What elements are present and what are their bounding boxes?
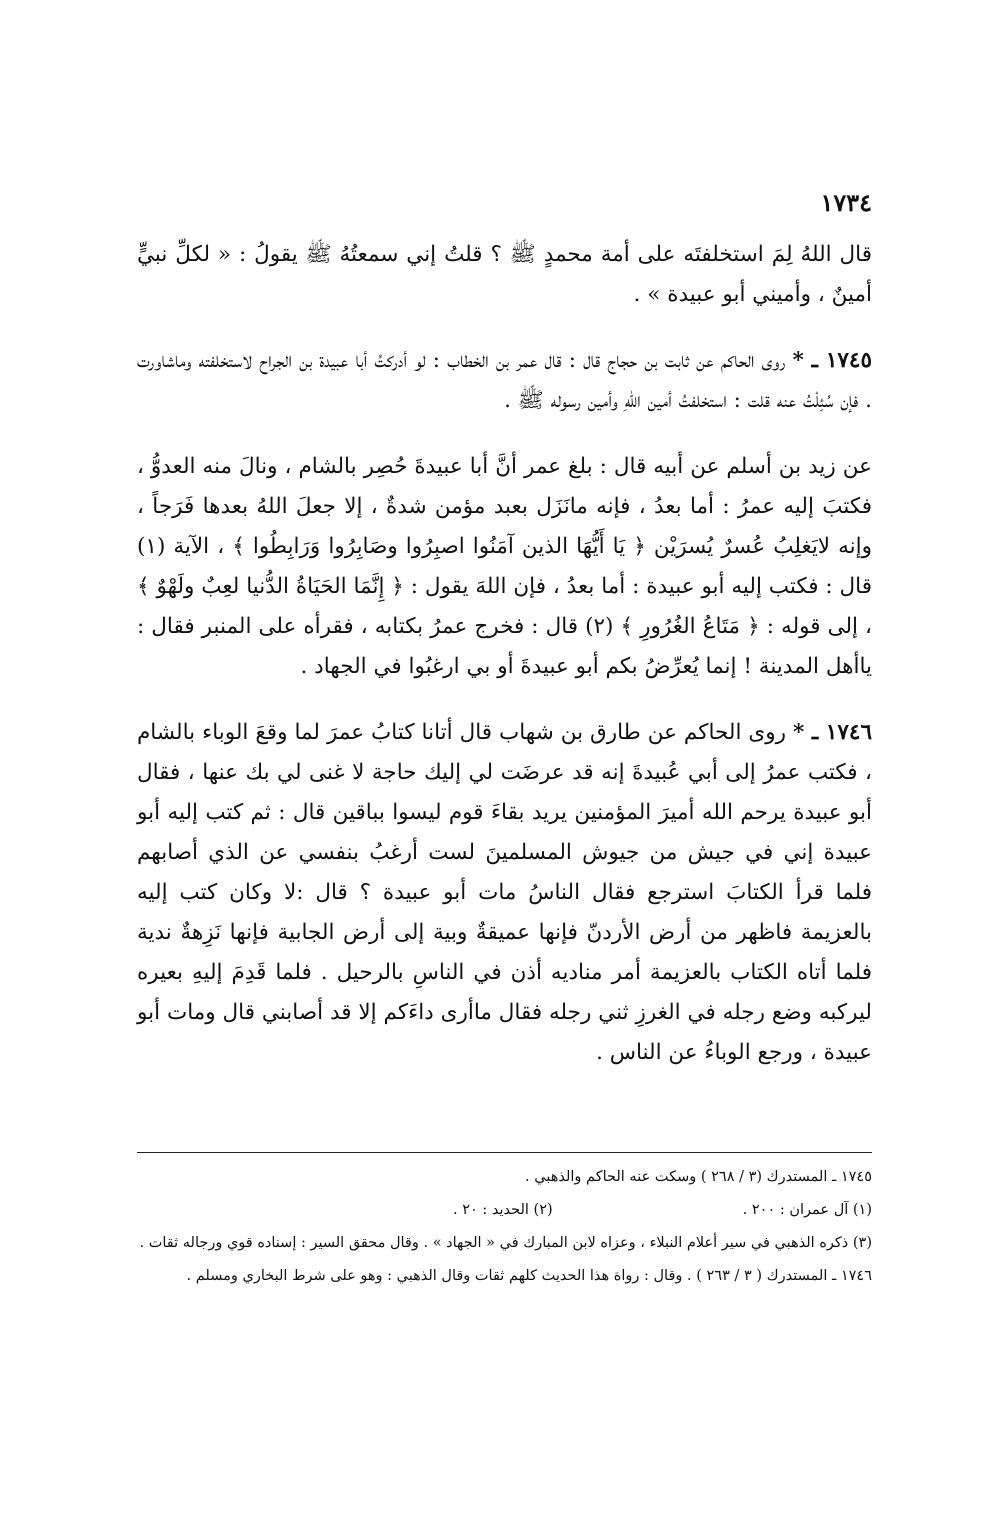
paragraph-zaid bbox=[137, 447, 872, 687]
footnote-row bbox=[137, 1197, 872, 1230]
paragraph-continuation bbox=[137, 235, 872, 315]
hadith-number: ١٧٤٦ ـ * bbox=[792, 720, 872, 745]
footnote-3: (٣) ذكره الذهبي في سير أعلام النبلاء ، وعزاه لابن المبارك في « الجهاد » . وقال محقق السير : إسناده قوي ورجاله ثقات . bbox=[139, 1235, 872, 1251]
footnote-1: (١) آل عمران : ٢٠٠ . bbox=[742, 1202, 872, 1218]
paragraph-text: قال اللهُ لِمَ استخلفتَه على أمة محمدٍ ﷺ ؟ قلتُ إني سمعتُهُ ﷺ يقولُ : « لكلِّ نبيٍّ أمينٌ ، وأميني أبو عبيدة » . bbox=[137, 242, 872, 307]
main-text bbox=[137, 235, 872, 1099]
page-number: ١٧٣٤ bbox=[820, 188, 872, 217]
paragraph-text: روى الحاكم عن طارق بن شهاب قال أتانا كتابُ عمرَ لما وقعَ الوباء بالشام ، فكتب عمرُ إلى أبي عُبيدةَ إنه قد عرضَت لي إليك حاجة لا غنى لي بك عنها ، فقال أبو عبيدة يرحم الله أميرَ المؤمنين يريد بقاءَ قوم ليسوا بباقين قال : ثم كتب إليه أبو عبيدة إني في جيش من جيوش المسلمينَ لست أرغبُ بنفسي عن الذي أصابهم فلما قرأ الكتابَ استرجع فقال الناسُ مات أبو عبيدة ؟ قال :لا وكان كتب إليه بالعزيمة فاظهر من أرض الأردنّ فإنها عميقةٌ وبية إلى أرض الجابية فإنها نَزِهةٌ ندية فلما أتاه الكتاب بالعزيمة أمر مناديه أذن في الناسِ بالرحيل . فلما قَدِمَ إليهِ بعيره ليركبه وضع رجله في الغرزِ ثني رجله فقال ماأرى داءَكم إلا قد أصابني قال ومات أبو عبيدة ، ورجع الوباءُ عن الناس . bbox=[137, 720, 872, 1065]
footnote-1745: ١٧٤٥ ـ المستدرك (٣ / ٢٦٨ ) وسكت عنه الحاكم والذهبي . bbox=[525, 1169, 872, 1185]
paragraph-1746 bbox=[137, 713, 872, 1073]
footnote-1746: ١٧٤٦ ـ المستدرك ( ٣ / ٢٦٣ ) . وقال : رواة هذا الحديث كلهم ثقات وقال الذهبي : وهو على شرط البخاري ومسلم . bbox=[186, 1268, 872, 1284]
footnotes bbox=[137, 1164, 872, 1296]
hadith-number: ١٧٤٥ ـ * bbox=[792, 348, 873, 373]
paragraph-1745 bbox=[137, 341, 872, 421]
paragraph-text: روى الحاكم عن ثابت بن حجاج قال : قال عمر بن الخطاب : لو أدركتُ أبا عبيدة بن الجراح لاستخلفته وماشاورت . فإن سُئِلْتُ عنه قلت : استخلفتُ أمين اللهِ وأمين رسوله ﷺ . bbox=[137, 348, 872, 413]
footnote-divider bbox=[137, 1152, 872, 1153]
footnote-2: (٢) الحديد : ٢٠ . bbox=[452, 1202, 553, 1218]
paragraph-text: عن زيد بن أسلم عن أبيه قال : بلغ عمر أنَّ أبا عبيدةَ حُصِر بالشام ، ونالَ منه العدوُّ ، فكتبَ إليه عمرُ : أما بعدُ ، فإنه مانَزَل بعبد مؤمن شدةٌ ، إلا جعلَ اللهُ بعدها فَرَجاً ، وإنه لايَغلِبُ عُسرٌ يُسرَيْن ﴿ يَا أَيُّهَا الذين آمَنُوا اصبِرُوا وصَابِرُوا وَرَابِطُوا ﴾ ، الآية (١) قال : فكتب إليه أبو عبيدة : أما بعدُ ، فإن اللهَ يقول : ﴿ إِنَّمَا الحَيَاةُ الدُّنيا لعِبٌ ولَهْوٌ ﴾ ، إلى قوله : ﴿ مَتَاعُ الغُرُورِ ﴾ (٢) قال : فخرج عمرُ بكتابه ، فقرأه على المنبر فقال : ياأهل المدينة ! إنما يُعرِّضُ بكم أبو عبيدةَ أو بي ارغبُوا في الجهاد . bbox=[137, 454, 872, 679]
